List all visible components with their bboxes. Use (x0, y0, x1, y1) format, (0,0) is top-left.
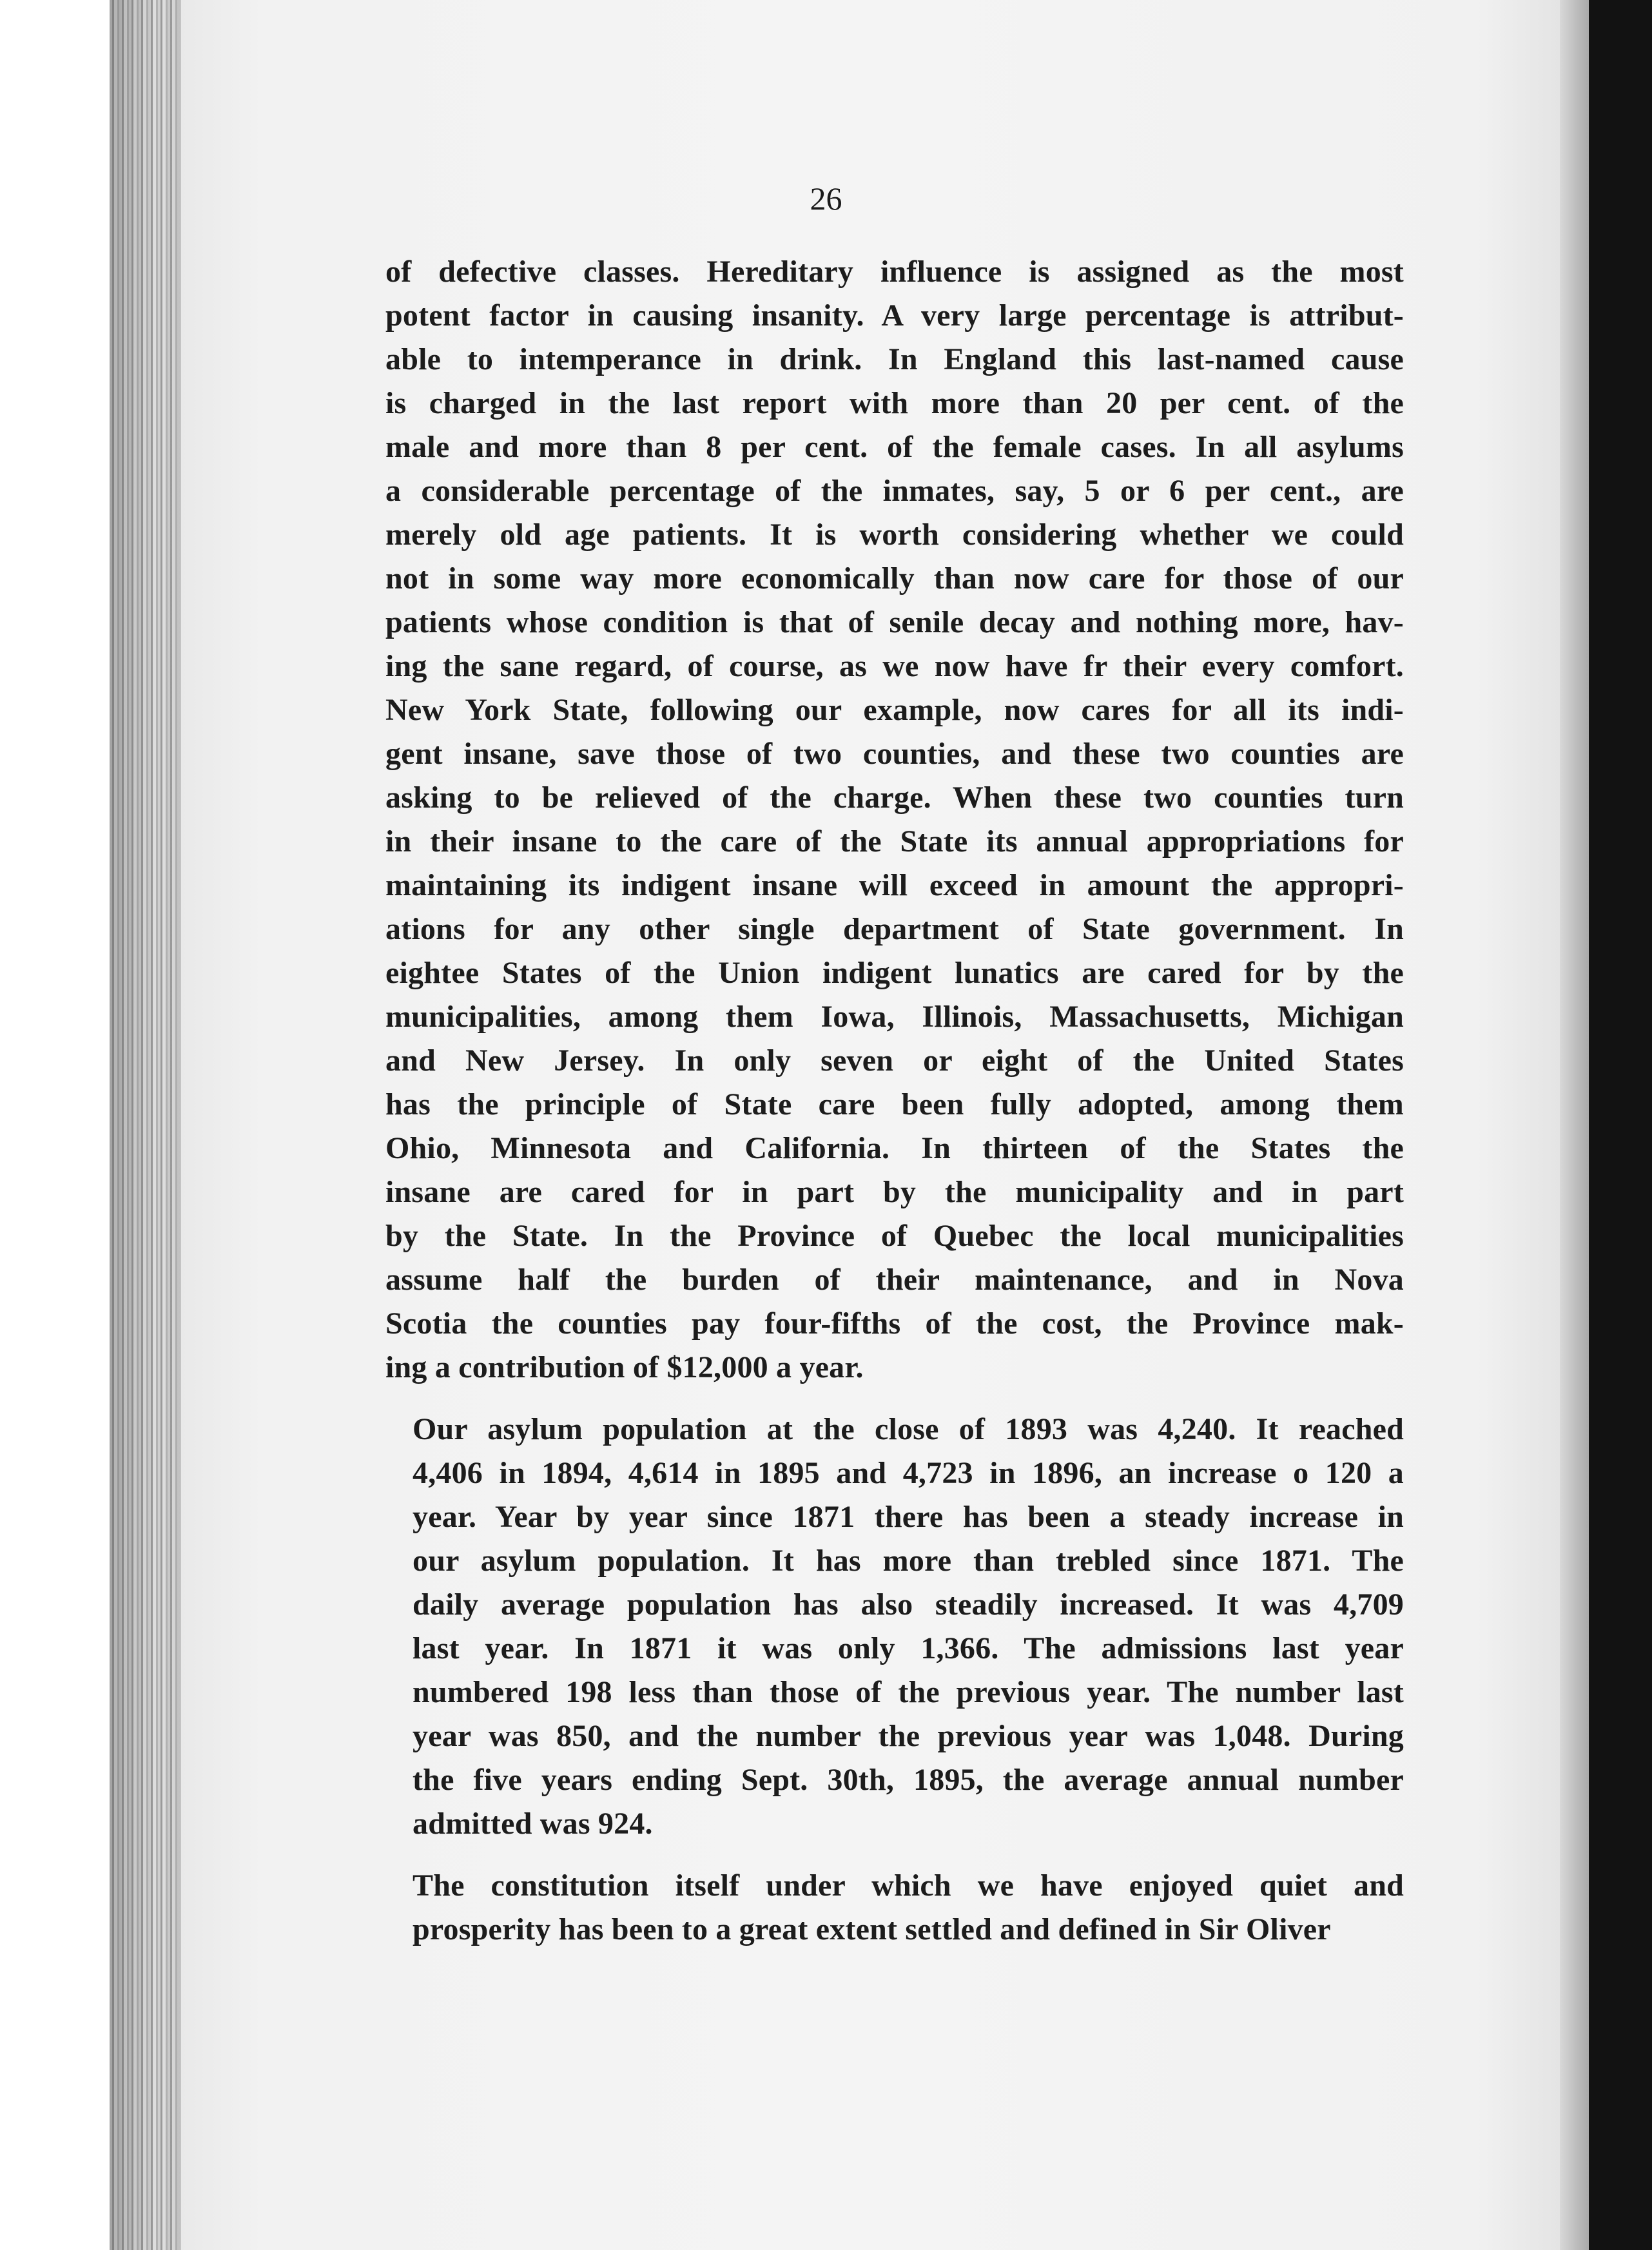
text-line: assume half the burden of their maintenance, and in Nova (385, 1263, 1404, 1297)
text-line: patients whose condition is that of senile decay and nothing more, hav- (385, 605, 1404, 639)
text-line: in their insane to the care of the State its annual appropriations for (385, 824, 1404, 858)
text-line: 4,406 in 1894, 4,614 in 1895 and 4,723 in 1896, an increase o 120 a (413, 1456, 1404, 1490)
text-line: maintaining its indigent insane will exceed in amount the appropri- (385, 868, 1404, 902)
page-gutter (0, 0, 110, 2250)
text-line: not in some way more economically than now care for those of our (385, 561, 1404, 596)
text-line: The constitution itself under which we have enjoyed quiet and (413, 1868, 1404, 1903)
paragraph-1 (385, 250, 1404, 1390)
paragraph-3 (385, 1864, 1404, 1952)
text-line: male and more than 8 per cent. of the female cases. In all asylums (385, 430, 1404, 464)
body-text (385, 250, 1404, 1970)
text-line: our asylum population. It has more than trebled since 1871. The (413, 1544, 1404, 1578)
text-line: admitted was 924. (413, 1807, 653, 1841)
text-line: ing the sane regard, of course, as we now have fr their every comfort. (385, 649, 1404, 683)
text-line: of defective classes. Hereditary influence is assigned as the most (385, 255, 1404, 289)
text-line: daily average population has also steadily increased. It was 4,709 (413, 1587, 1404, 1622)
text-line: Our asylum population at the close of 1893 was 4,240. It reached (413, 1412, 1404, 1446)
text-line: year. Year by year since 1871 there has been a steady increase in (413, 1500, 1404, 1534)
text-line: is charged in the last report with more than 20 per cent. of the (385, 386, 1404, 420)
text-line: the five years ending Sept. 30th, 1895, the average annual number (413, 1763, 1404, 1797)
paragraph-2 (385, 1408, 1404, 1846)
text-line: and New Jersey. In only seven or eight of the United States (385, 1043, 1404, 1078)
text-line: a considerable percentage of the inmates, say, 5 or 6 per cent., are (385, 474, 1404, 508)
text-line: last year. In 1871 it was only 1,366. The admissions last year (413, 1631, 1404, 1665)
text-line: Scotia the counties pay four-fifths of the cost, the Province mak- (385, 1306, 1404, 1341)
text-line: gent insane, save those of two counties, and these two counties are (385, 737, 1404, 771)
text-line: merely old age patients. It is worth considering whether we could (385, 518, 1404, 552)
text-line: prosperity has been to a great extent settled and defined in Sir Oliver (413, 1912, 1331, 1946)
text-line: ations for any other single department of State government. In (385, 912, 1404, 946)
text-line: ing a contribution of $12,000 a year. (385, 1350, 864, 1384)
text-line: has the principle of State care been fully adopted, among them (385, 1087, 1404, 1121)
page-number: 26 (810, 180, 842, 217)
text-line: insane are cared for in part by the municipality and in part (385, 1175, 1404, 1209)
text-line: year was 850, and the number the previous year was 1,048. During (413, 1719, 1404, 1753)
text-line: Ohio, Minnesota and California. In thirteen of the States the (385, 1131, 1404, 1165)
text-line: potent factor in causing insanity. A very large percentage is attribut- (385, 298, 1404, 333)
text-line: numbered 198 less than those of the previous year. The number last (413, 1675, 1404, 1709)
right-edge-background (1589, 0, 1652, 2250)
text-line: eightee States of the Union indigent lunatics are cared for by the (385, 956, 1404, 990)
right-edge-shadow (1560, 0, 1589, 2250)
text-line: able to intemperance in drink. In England this last-named cause (385, 342, 1404, 376)
text-line: New York State, following our example, now cares for all its indi- (385, 693, 1404, 727)
page-edge-shade (110, 0, 180, 2250)
text-line: by the State. In the Province of Quebec the local municipalities (385, 1219, 1404, 1253)
text-line: asking to be relieved of the charge. When these two counties turn (385, 781, 1404, 815)
text-line: municipalities, among them Iowa, Illinois, Massachusetts, Michigan (385, 1000, 1404, 1034)
